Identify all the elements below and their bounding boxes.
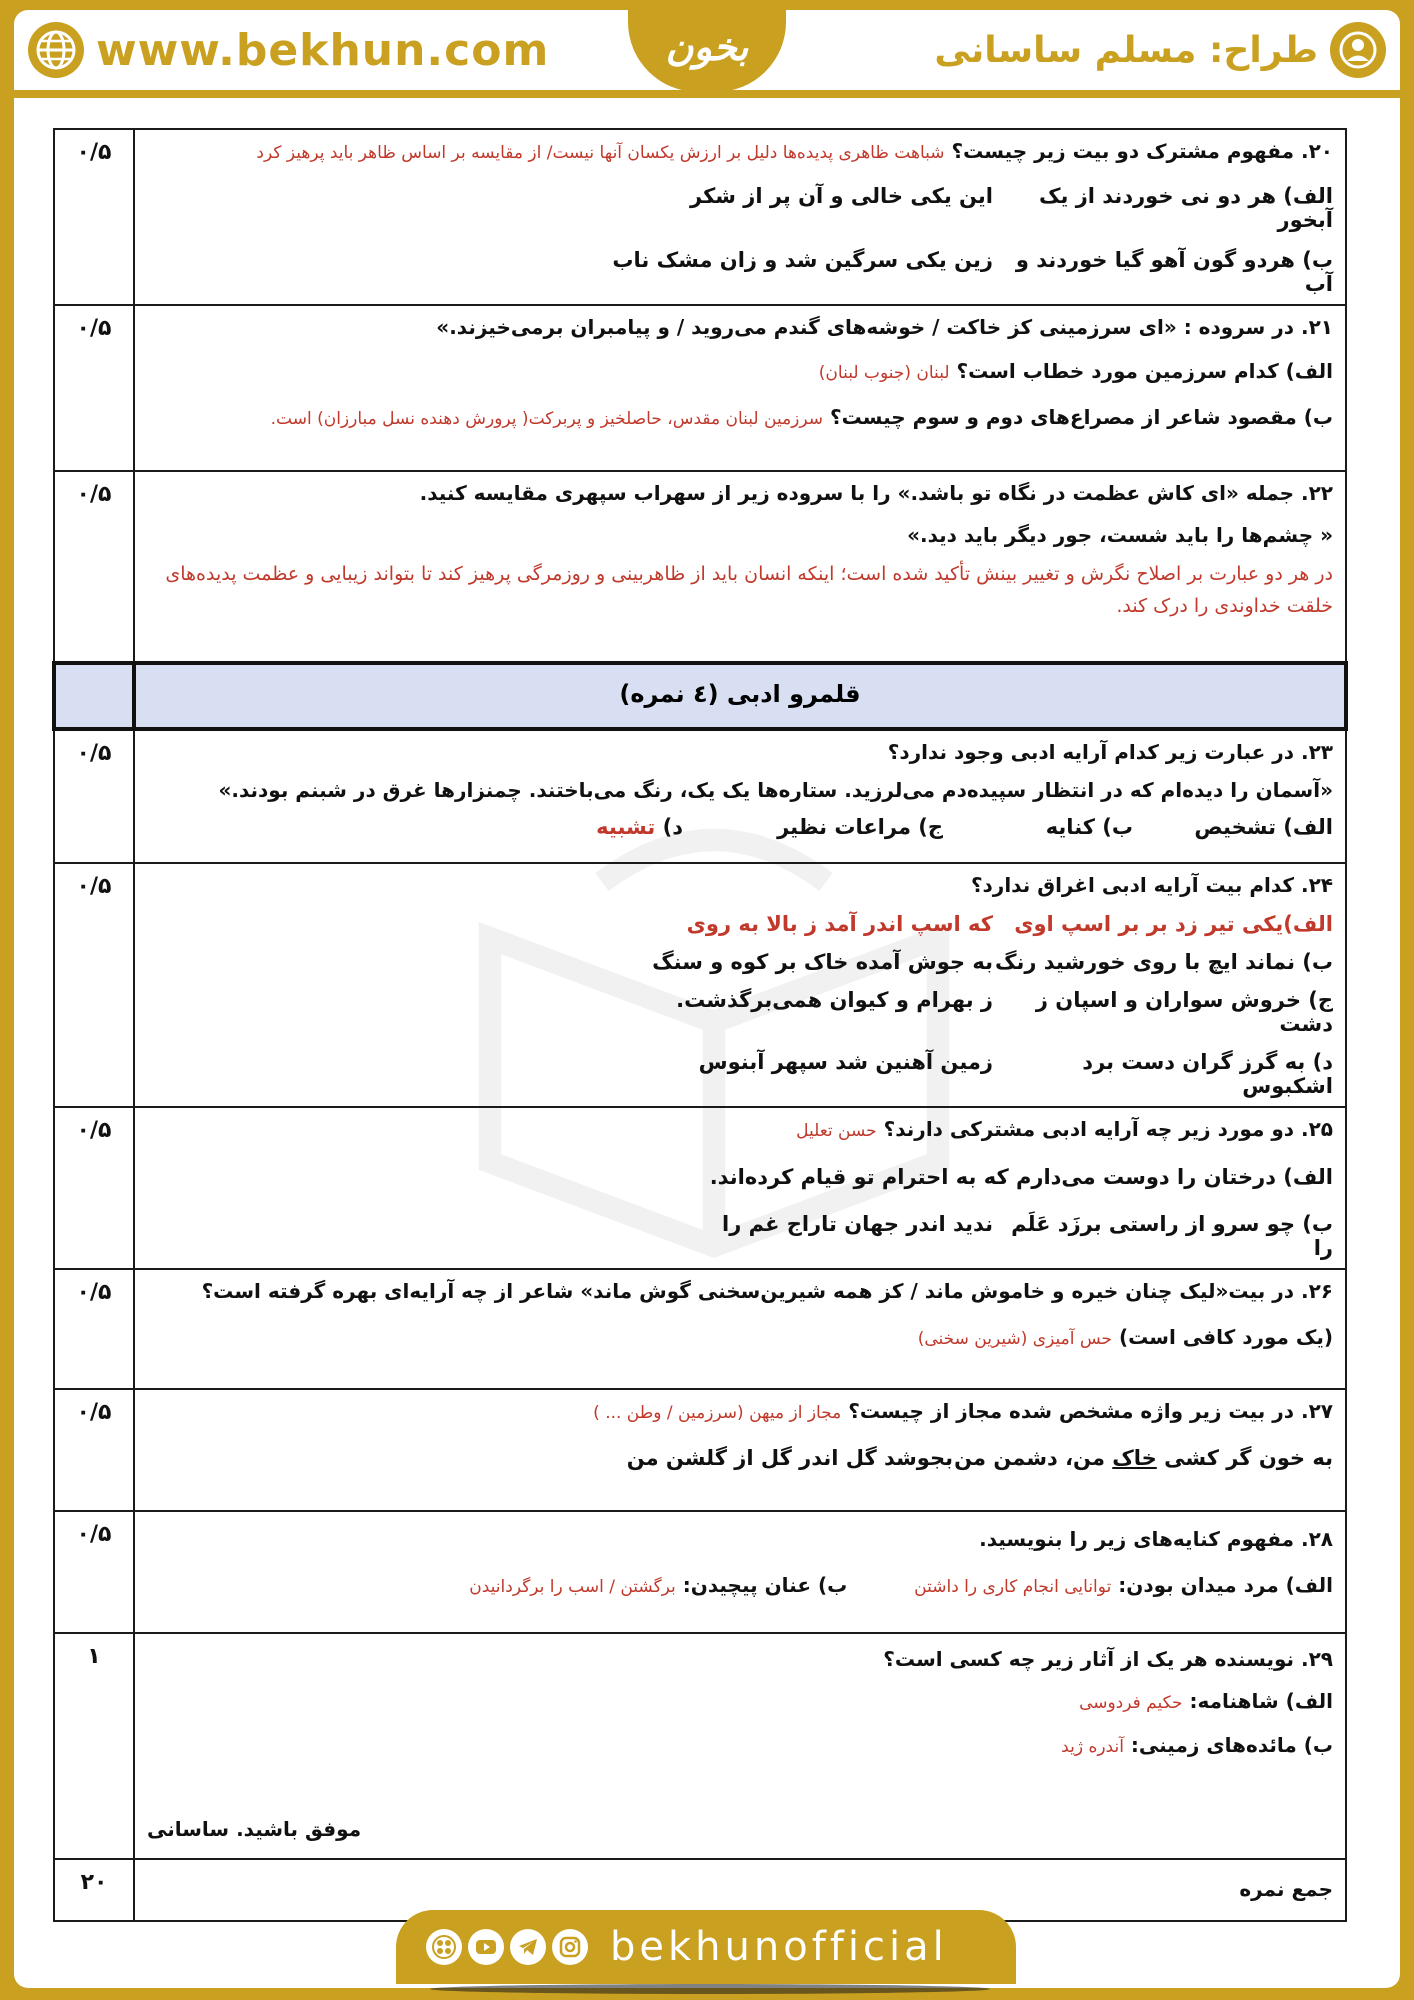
- sub-question-b: ب) عنان پیچیدن:: [682, 1573, 848, 1597]
- option-c: ج) مراعات نظیر: [777, 815, 943, 839]
- page-header: [14, 10, 1400, 90]
- quote-text: « چشم‌ها را باید شست، جور دیگر باید دید.»: [907, 523, 1333, 547]
- question-text: ۲۵. دو مورد زیر چه آرایه ادبی مشترکی دارند؟: [883, 1117, 1333, 1141]
- question-row-22: [54, 471, 1346, 663]
- question-text: ۲۷. در بیت زیر واژه مشخص شده مجاز از چیست؟: [848, 1399, 1333, 1423]
- options: [147, 815, 1333, 839]
- verse-c: ج) خروش سواران و اسپان ز دشت ز بهرام و کیوان همی‌برگذشت.: [676, 988, 1333, 1036]
- verse-a: الف)یکی تیر زد بر بر اسپ اوی که اسپ اندر آمد ز بالا به روی: [686, 912, 1333, 936]
- question-cell: [134, 1511, 1346, 1633]
- question-row-27: [54, 1389, 1346, 1511]
- question-row-21: [54, 305, 1346, 471]
- question-cell: [134, 863, 1346, 1107]
- question-text: ۲۲. جمله «ای کاش عظمت در نگاه تو باشد.» را با سروده زیر از سهراب سپهری مقایسه کنید.: [419, 481, 1333, 505]
- score-cell: ۰/۵: [54, 1511, 134, 1633]
- section-title-cell: [134, 663, 1346, 729]
- question-text: ۲۰. مفهوم مشترک دو بیت زیر چیست؟: [951, 139, 1333, 163]
- answer-a: لبنان (جنوب لبنان): [818, 363, 950, 383]
- answer-text: مجاز از میهن (سرزمین / وطن ... ): [593, 1403, 842, 1423]
- score-cell: ۰/۵: [54, 1389, 134, 1511]
- answer-option-d: تشبیه: [596, 815, 656, 839]
- social-handle[interactable]: bekhunofficial: [610, 1924, 948, 1970]
- item-a: الف) درختان را دوست می‌دارم که به احترام تو قیام کرده‌اند.: [709, 1165, 1333, 1189]
- sub-question-a: الف) کدام سرزمین مورد خطاب است؟: [956, 359, 1333, 383]
- sub-question-a: الف) شاهنامه:: [1189, 1689, 1333, 1713]
- section-score-cell: [54, 663, 134, 729]
- answer-text: حس آمیزی (شیرین سخنی): [917, 1329, 1112, 1349]
- total-score: ۲۰: [54, 1859, 134, 1921]
- footer-shadow: [430, 1984, 990, 1994]
- total-label: جمع نمره: [1239, 1877, 1333, 1901]
- telegram-icon[interactable]: [510, 1929, 546, 1965]
- sub-note: (یک مورد کافی است): [1118, 1325, 1333, 1349]
- site-url: www.bekhun.com: [96, 24, 550, 76]
- answer-b: آندره ژید: [1061, 1737, 1124, 1757]
- verse: به خون گر کشی خاک من، دشمن من بجوشد گل اندر گل از گلشن من: [626, 1446, 1333, 1470]
- header-divider: [14, 90, 1400, 98]
- user-icon: [1330, 22, 1386, 78]
- question-row-24: [54, 863, 1346, 1107]
- answer-text: شباهت ظاهری پدیده‌ها دلیل بر ارزش یکسان آنها نیست/ از مقایسه بر اساس ظاهر باید پرهیز کرد: [256, 143, 945, 163]
- verse-a: الف) هر دو نی خوردند از یک آبخور این یکی خالی و آن پر از شکر: [690, 184, 1333, 232]
- signature-text: موفق باشید. ساسانی: [147, 1817, 362, 1841]
- answer-b: سرزمین لبنان مقدس، حاصلخیز و پربرکت( پرورش دهنده نسل مبارزان) است.: [270, 409, 824, 429]
- question-cell: [134, 1107, 1346, 1269]
- question-cell: [134, 1389, 1346, 1511]
- option-d: د) تشبیه: [596, 815, 683, 839]
- question-text: ۲۱. در سروده : «ای سرزمینی کز خاکت / خوشه‌های گندم می‌روید / و پیامبران برمی‌خیزند.»: [436, 315, 1333, 339]
- sub-question-b: ب) مقصود شاعر از مصراع‌های دوم و سوم چیست؟: [830, 405, 1333, 429]
- score-cell: ۰/۵: [54, 863, 134, 1107]
- exam-table: [52, 128, 1348, 1922]
- question-row-20: [54, 129, 1346, 305]
- question-cell: [134, 1269, 1346, 1389]
- question-text: ۲۸. مفهوم کنایه‌های زیر را بنویسید.: [979, 1527, 1333, 1551]
- question-row-23: [54, 729, 1346, 863]
- answer-a: حکیم فردوسی: [1079, 1693, 1183, 1713]
- sub-question-a: الف) مرد میدان بودن:: [1118, 1573, 1333, 1597]
- question-text: ۲۳. در عبارت زیر کدام آرایه ادبی وجود ندارد؟: [887, 740, 1333, 764]
- score-cell: ۰/۵: [54, 729, 134, 863]
- youtube-icon[interactable]: [468, 1929, 504, 1965]
- verse-b: ب) نماند ایچ با روی خورشید رنگ به جوش آمده خاک بر کوه و سنگ: [652, 950, 1333, 974]
- question-row-26: [54, 1269, 1346, 1389]
- brand-logo: [628, 10, 786, 92]
- sub-question-b: ب) مائده‌های زمینی:: [1130, 1733, 1333, 1757]
- answer-text: حسن تعلیل: [796, 1121, 877, 1141]
- question-cell: [134, 729, 1346, 863]
- verse-b: ب) چو سرو از راستی برزَد عَلَم را ندید اندر جهان تاراج غم را: [722, 1212, 1333, 1260]
- designer-credit: [934, 22, 1386, 78]
- instagram-icon[interactable]: [552, 1929, 588, 1965]
- section-title: قلمرو ادبی (٤ نمره): [619, 680, 861, 708]
- question-text: ۲۶. در بیت«لیک چنان خیره و خاموش ماند / کز همه شیرین‌سخنی گوش ماند» شاعر از چه آرایه‌ای بهره گرفته است؟: [201, 1279, 1333, 1303]
- answer-a: توانایی انجام کاری را داشتن: [914, 1577, 1112, 1597]
- score-cell: ۱: [54, 1633, 134, 1859]
- designer-name: طراح: مسلم ساسانی: [934, 29, 1318, 71]
- score-cell: ۰/۵: [54, 305, 134, 471]
- question-text: ۲۹. نویسنده هر یک از آثار زیر چه کسی است؟: [883, 1647, 1333, 1671]
- social-icons: [426, 1929, 588, 1965]
- question-cell: [134, 471, 1346, 663]
- question-row-28: [54, 1511, 1346, 1633]
- social-footer: [396, 1910, 1016, 1984]
- question-cell: [134, 129, 1346, 305]
- score-cell: ۰/۵: [54, 1107, 134, 1269]
- logo-text: بخون: [665, 23, 749, 69]
- answer-text: در هر دو عبارت بر اصلاح نگرش و تغییر بینش تأکید شده است؛ اینکه انسان باید از ظاهربینی و روزمرگی پرهیز کند تا بتواند زیبایی و عظمت پدیده‌های خلقت خداوندی را درک کند.: [165, 563, 1333, 617]
- verse-b: ب) هردو گون آهو گیا خوردند و آب زین یکی سرگین شد و زان مشک ناب: [612, 248, 1333, 296]
- highlighted-word: خاک: [1112, 1446, 1157, 1470]
- quote-text: «آسمان را دیده‌ام که در انتظار سپیده‌دم می‌لرزید. ستاره‌ها یک یک، رنگ می‌باختند. چمنزارها غرق در شبنم بودند.»: [218, 778, 1333, 802]
- question-row-29: [54, 1633, 1346, 1859]
- option-a: الف) تشخیص: [1194, 815, 1333, 839]
- option-b: ب) کنایه: [1045, 815, 1133, 839]
- section-header-row: [54, 663, 1346, 729]
- question-cell: [134, 1633, 1346, 1859]
- site-link[interactable]: [28, 22, 549, 78]
- score-cell: ۰/۵: [54, 471, 134, 663]
- question-text: ۲۴. کدام بیت آرایه ادبی اغراق ندارد؟: [970, 873, 1333, 897]
- verse-d: د) به گرز گران دست برد اشکبوس زمین آهنین شد سپهر آبنوس: [698, 1050, 1333, 1098]
- globe-icon: [28, 22, 84, 78]
- aparat-icon[interactable]: [426, 1929, 462, 1965]
- score-cell: ۰/۵: [54, 1269, 134, 1389]
- answer-b: برگشتن / اسب را برگردانیدن: [469, 1577, 676, 1597]
- score-cell: ۰/۵: [54, 129, 134, 305]
- question-cell: [134, 305, 1346, 471]
- question-row-25: [54, 1107, 1346, 1269]
